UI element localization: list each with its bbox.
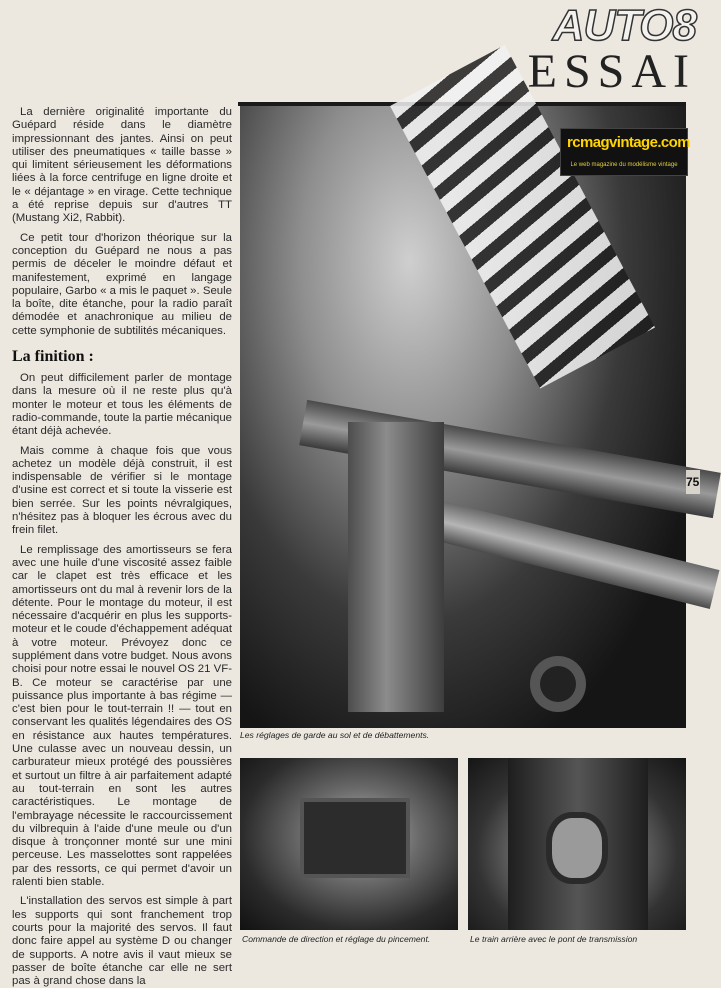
article-column <box>12 106 232 988</box>
masthead-section: ESSAI <box>527 45 696 98</box>
page-number: 75 <box>686 470 700 494</box>
paragraph: Ce petit tour d'horizon théorique sur la conception du Guépard ne nous a pas permis de déceler le moindre défaut et manifestement, exprimé en langage populaire, Garbo « a mis le paquet ». Seule la boîte, dite étanche, pour la radio paraît démodée et anachronique au milieu de cette symphonie de subtilités mécaniques. <box>12 231 232 337</box>
paragraph: Le remplissage des amortisseurs se fera avec une huile d'une viscosité assez faible car le clapet est très efficace et les amortisseurs ont du mal à revenir lors de la détente. Pour le montage du moteur, il est nécessaire d'acquérir en plus les supports-moteur et le coude d'échappement adéquat à votre moteur. Prévoyez donc ce supplément dans votre budget. Nous avons choisi pour notre essai le nouvel OS 21 VF-B. Ce moteur se caractérise par une puissance plus importante à bas régime — c'est bien pour le tout-terrain !! — tout en conservant les qualités légendaires des OS en résistance aux hautes températures. Une culasse avec un nouveau dessin, un carburateur mieux protégé des poussières et surtout un filtre à air parfaitement adapté au tout-terrain en sont les autres caractéristiques. Le montage de l'embrayage nécessite le raccourcissement du vilbrequin à l'aide d'une meule ou d'un disque à tronçonner monté sur une mini perceuse. Les masselottes sont rappelées par des ressorts, ce qui permet d'avoir un ralenti bien stable. <box>12 543 232 889</box>
watermark-logo <box>560 128 688 176</box>
watermark-tagline: Le web magazine du modélisme vintage <box>570 162 678 168</box>
differential <box>552 818 602 878</box>
masthead-brand: AUTO8 <box>552 1 696 50</box>
section-heading: La finition : <box>12 348 94 366</box>
photo-suspension <box>240 106 690 728</box>
caption-left: Commande de direction et réglage du pincement. <box>242 934 431 944</box>
watermark-site: rcmagvintage.com <box>567 134 690 151</box>
paragraph: La dernière originalité importante du Guépard réside dans le diamètre impressionnant des jantes. Ainsi on peut utiliser des pneumatiques « taille basse » qui limitent sérieusement les déformations liées à la force centrifuge en ligne droite et le « déjantage » en virage. Cette technique a été reprise depuis sur d'autres TT (Mustang Xi2, Rabbit). <box>12 106 232 225</box>
caption-main: Les réglages de garde au sol et de débattements. <box>240 730 430 740</box>
caption-right: Le train arrière avec le pont de transmission <box>470 934 638 944</box>
paragraph: L'installation des servos est simple à part les supports qui sont franchement trop courts pour la majorité des servos. Il faut donc faire appel au système D ou changer de supports. A notre avis il vaut mieux se passer de boîte étanche car elle ne sert pas à grand chose dans la <box>12 895 232 988</box>
photo-rear-axle <box>468 758 686 930</box>
wheel-hub <box>540 666 576 702</box>
hub-carrier <box>348 422 444 712</box>
servo <box>300 798 410 878</box>
paragraph: Mais comme à chaque fois que vous achetez un modèle déjà construit, il est indispensable de vérifier si le montage d'usine est correct et si toute la visserie est bien serrée. Sur les points névralgiques, n'hésitez pas à bloquer les écrous avec du frein filet. <box>12 444 232 537</box>
paragraph: On peut difficilement parler de montage dans la mesure où il ne reste plus qu'à monter le moteur et tous les éléments de radio-commande, toute la partie mécanique étant déjà achevée. <box>12 372 232 438</box>
photo-steering <box>240 758 458 930</box>
